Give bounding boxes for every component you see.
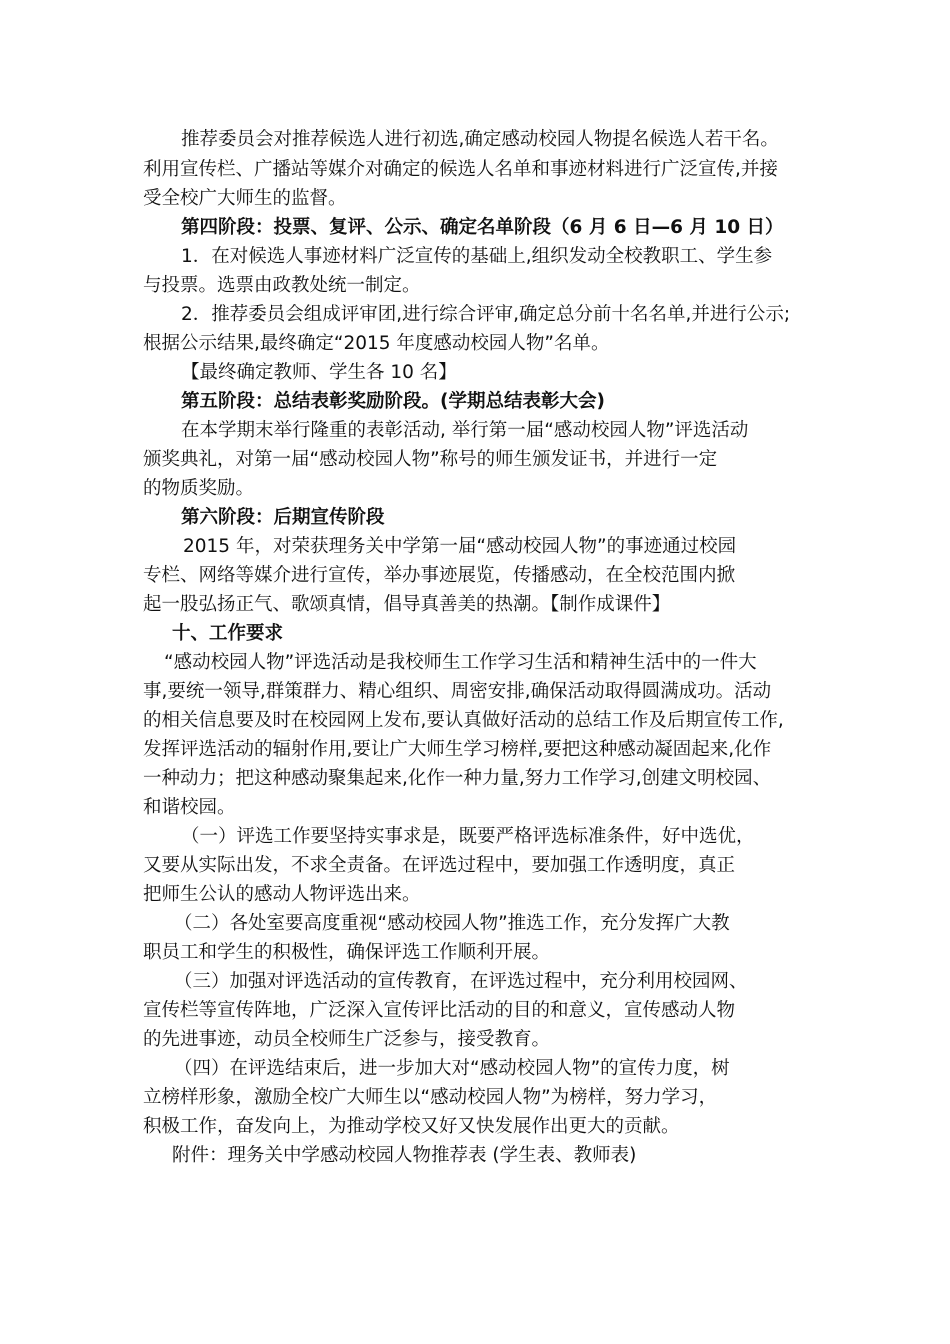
paragraph-line: 的先进事迹，动员全校师生广泛参与，接受教育。: [143, 1029, 551, 1050]
paragraph-line: 专栏、网络等媒介进行宣传，举办事迹展览，传播感动，在全校范围内掀: [143, 565, 736, 586]
paragraph-line: 与投票。选票由政教处统一制定。: [143, 275, 421, 296]
bracket-note: 【最终确定教师、学生各 10 名】: [181, 362, 457, 383]
paragraph-line: 根据公示结果,最终确定“2015 年度感动校园人物”名单。: [143, 333, 610, 354]
paragraph-line: 的物质奖励。: [143, 478, 255, 499]
section-heading-stage-6: 第六阶段：后期宣传阶段: [181, 507, 385, 528]
paragraph-line: 1．在对候选人事迹材料广泛宣传的基础上,组织发动全校教职工、学生参: [181, 246, 773, 267]
paragraph-line: 2．推荐委员会组成评审团,进行综合评审,确定总分前十名名单,并进行公示;: [181, 304, 791, 325]
paragraph-line: 起一股弘扬正气、歌颂真情，倡导真善美的热潮。【制作成课件】: [143, 594, 671, 615]
paragraph-line: 受全校广大师生的监督。: [143, 188, 347, 209]
paragraph-line: 事,要统一领导,群策群力、精心组织、周密安排,确保活动取得圆满成功。活动: [143, 681, 772, 702]
paragraph-line: 发挥评选活动的辐射作用,要让广大师生学习榜样,要把这种感动凝固起来,化作: [143, 739, 772, 760]
paragraph-line: 立榜样形象，激励全校广大师生以“感动校园人物”为榜样，努力学习，: [143, 1087, 718, 1108]
paragraph-line: 一种动力；把这种感动聚集起来,化作一种力量,努力工作学习,创建文明校园、: [143, 768, 772, 789]
section-heading-work-requirements: 十、工作要求: [172, 623, 284, 644]
paragraph-line: 利用宣传栏、广播站等媒介对确定的候选人名单和事迹材料进行广泛宣传,并接: [143, 159, 778, 180]
paragraph-line: 推荐委员会对推荐候选人进行初选,确定感动校园人物提名候选人若干名。: [181, 129, 779, 150]
paragraph-line: （一）评选工作要坚持实事求是，既要严格评选标准条件，好中选优，: [181, 826, 755, 847]
paragraph-line: 又要从实际出发，不求全责备。在评选过程中，要加强工作透明度，真正: [143, 855, 736, 876]
paragraph-line: （二）各处室要高度重视“感动校园人物”推选工作，充分发挥广大教: [174, 913, 730, 934]
paragraph-line: 颁奖典礼，对第一届“感动校园人物”称号的师生颁发证书，并进行一定: [143, 449, 718, 470]
paragraph-line: 宣传栏等宣传阵地，广泛深入宣传评比活动的目的和意义，宣传感动人物: [143, 1000, 736, 1021]
paragraph-line: （四）在评选结束后，进一步加大对“感动校园人物”的宣传力度，树: [174, 1058, 730, 1079]
paragraph-line: 积极工作，奋发向上，为推动学校又好又快发展作出更大的贡献。: [143, 1116, 680, 1137]
paragraph-line: （三）加强对评选活动的宣传教育，在评选过程中，充分利用校园网、: [174, 971, 748, 992]
attachment-line: 附件：理务关中学感动校园人物推荐表 (学生表、教师表): [172, 1145, 637, 1166]
paragraph-line: 和谐校园。: [143, 797, 236, 818]
paragraph-line: “感动校园人物”评选活动是我校师生工作学习生活和精神生活中的一件大: [164, 652, 757, 673]
paragraph-line: 职员工和学生的积极性，确保评选工作顺利开展。: [143, 942, 551, 963]
paragraph-line: 的相关信息要及时在校园网上发布,要认真做好活动的总结工作及后期宣传工作,: [143, 710, 784, 731]
paragraph-line: 把师生公认的感动人物评选出来。: [143, 884, 421, 905]
paragraph-line: 在本学期末举行隆重的表彰活动, 举行第一届“感动校园人物”评选活动: [181, 420, 749, 441]
section-heading-stage-4: 第四阶段：投票、复评、公示、确定名单阶段（6 月 6 日—6 月 10 日）: [181, 217, 784, 238]
section-heading-stage-5: 第五阶段：总结表彰奖励阶段。(学期总结表彰大会): [181, 391, 605, 412]
paragraph-line: 2015 年，对荣获理务关中学第一届“感动校园人物”的事迹通过校园: [183, 536, 737, 557]
